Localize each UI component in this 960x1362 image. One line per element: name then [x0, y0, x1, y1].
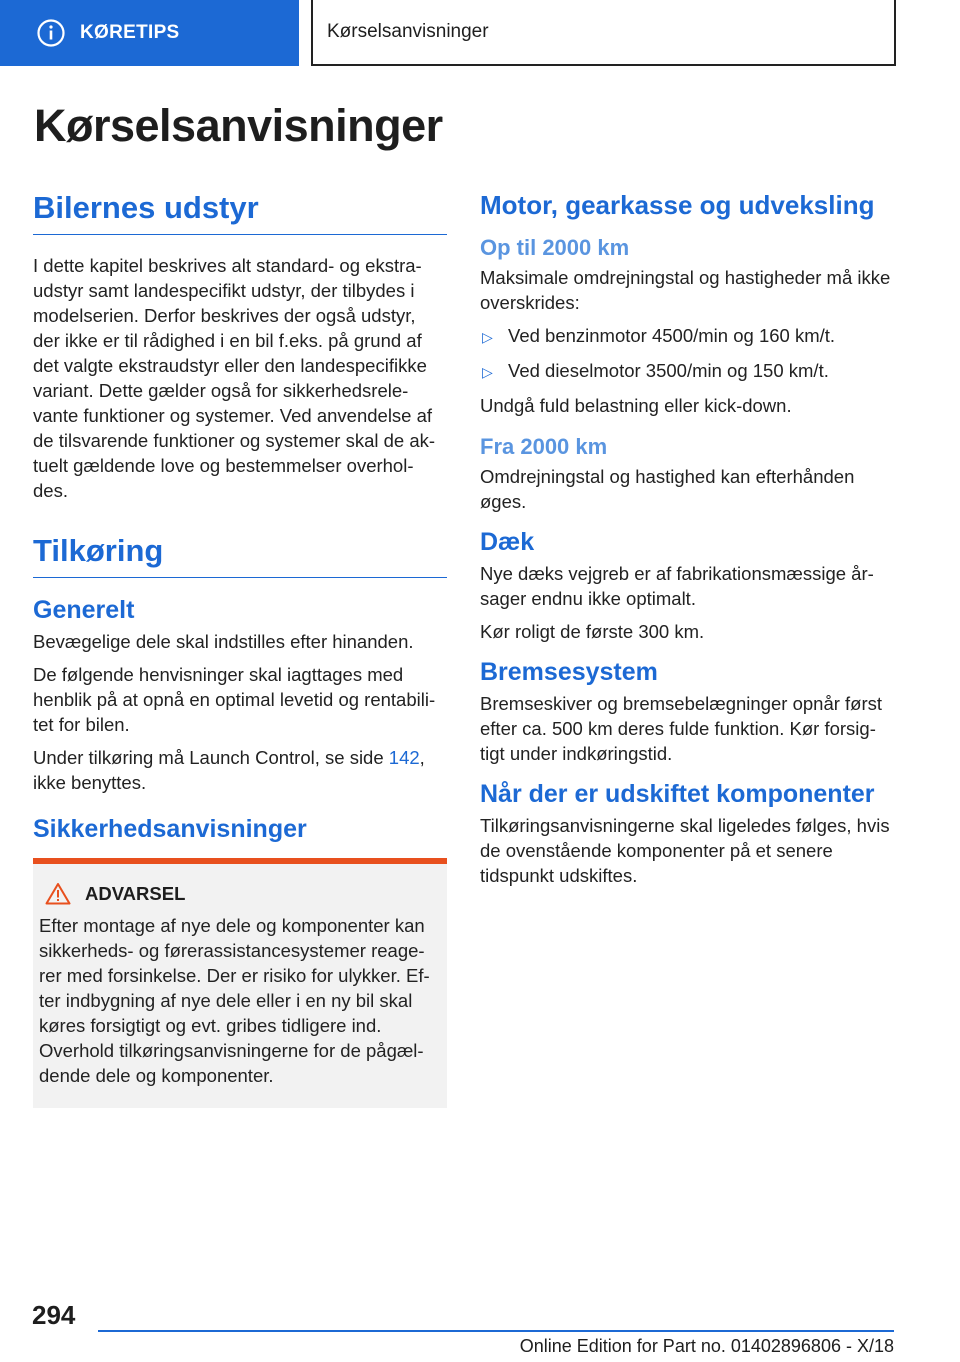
general-p3-end: ikke benyttes. — [33, 772, 147, 793]
footer-divider — [98, 1330, 894, 1332]
safety-heading: Sikkerhedsanvisninger — [33, 815, 307, 843]
warning-box — [33, 858, 447, 1108]
warning-text: Efter montage af nye dele og komponenter kan sikkerheds- og førerassistancesystemer reage-rer med forsinkelse. Der er risiko for ulykker. Ef-ter indbygning af nye dele eller i en ny bil skal køres forsigtigt og evt. gribes tidligere ind. Overhold tilkøringsanvisningerne for de pågæl-dende dele og komponenter. — [39, 915, 430, 1086]
general-p3-before: Under tilkøring må Launch Control, se side — [33, 747, 389, 768]
bullet-triangle-icon: ▷ — [482, 329, 493, 345]
list-item-text: Ved dieselmotor 3500/min og 150 km/t. — [508, 360, 829, 381]
general-p3-after: , — [419, 747, 425, 768]
warning-header — [39, 882, 439, 905]
list-item — [480, 358, 898, 385]
warning-triangle-icon — [45, 882, 71, 905]
info-icon — [36, 18, 66, 48]
from2000-heading: Fra 2000 km — [480, 434, 608, 459]
brakes-heading: Bremsesystem — [480, 658, 658, 686]
list-item — [480, 323, 898, 350]
upto2000-text: Maksimale omdrejningstal og hastigheder må ikke overskrides: — [480, 267, 891, 313]
edition-text: Online Edition for Part no. 01402896806 - X/18 — [519, 1336, 894, 1356]
replaced-p1: Tilkøringsanvisningerne skal ligeledes følges, hvis de ovenstående komponenter på et senere tidspunkt udskiftes. — [480, 815, 890, 886]
general-heading: Generelt — [33, 596, 135, 624]
after-bullets-text: Undgå fuld belastning eller kick-down. — [480, 395, 792, 416]
bullet-triangle-icon: ▷ — [482, 364, 493, 380]
page-number: 294 — [32, 1300, 76, 1330]
right-column — [480, 190, 898, 896]
engine-heading: Motor, gearkasse og udveksling — [480, 190, 875, 220]
tyres-heading: Dæk — [480, 528, 535, 556]
chapter-tab[interactable] — [0, 0, 299, 66]
from2000-text: Omdrejningstal og hastighed kan efterhånden øges. — [480, 466, 855, 512]
replaced-heading: Når der er udskiftet komponenter — [480, 780, 875, 808]
section-header-label: Kørselsanvisninger — [327, 21, 489, 42]
general-p1: Bevægelige dele skal indstilles efter hinanden. — [33, 631, 414, 652]
left-column — [33, 190, 447, 1108]
breakin-heading: Tilkøring — [33, 533, 447, 578]
general-p2: De følgende henvisninger skal iagttages med henblik på at opnå en optimal levetid og rentabili-tet for bilen. — [33, 664, 436, 735]
section-header — [311, 0, 896, 66]
upto2000-heading: Op til 2000 km — [480, 235, 630, 260]
tyres-p1: Nye dæks vejgreb er af fabrikationsmæssige år-sager endnu ikke optimalt. — [480, 563, 874, 609]
chapter-tab-label: KØRETIPS — [80, 22, 180, 43]
brakes-p1: Bremseskiver og bremsebelægninger opnår først efter ca. 500 km deres fulde funktion. Kør forsig-tigt under indkøringstid. — [480, 693, 883, 764]
equipment-text: I dette kapitel beskrives alt standard- og ekstra-udstyr samt landespecifikt udstyr, der tilbydes i modelserien. Derfor beskrives der også udstyr, der ikke er til rådighed i en bil f.eks. på grund af det valgte ekstraudstyr eller den landespecifikke variant. Dette gælder også for sikkerhedsrele-vante funktioner og systemer. Ved anvendelse af de tilsvarende funktioner og systemer skal de ak-tuelt gældende love og bestemmelser overhol-des. — [33, 255, 436, 501]
list-item-text: Ved benzinmotor 4500/min og 160 km/t. — [508, 325, 836, 346]
page-title: Kørselsanvisninger — [34, 100, 443, 151]
equipment-heading: Bilernes udstyr — [33, 190, 447, 235]
warning-title: ADVARSEL — [85, 882, 186, 904]
tyres-p2: Kør roligt de første 300 km. — [480, 621, 705, 642]
general-p3 — [33, 745, 447, 795]
page-link-142[interactable]: 142 — [388, 747, 420, 768]
